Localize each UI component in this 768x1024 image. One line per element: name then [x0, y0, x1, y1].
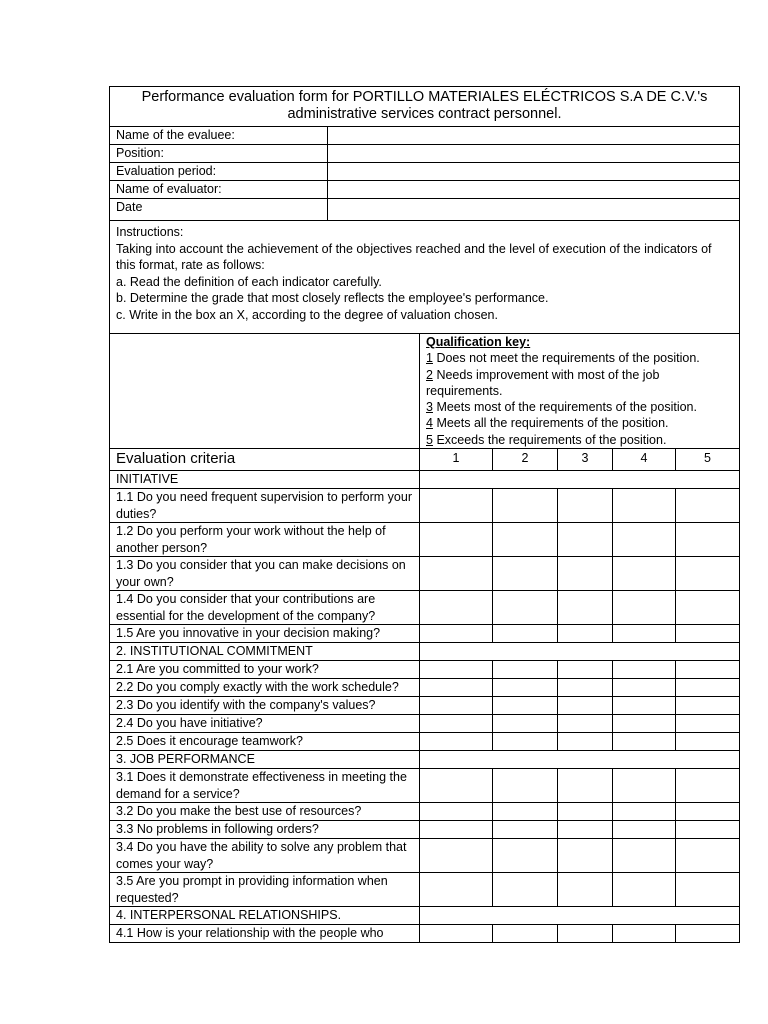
- criteria-question-row: [110, 523, 739, 557]
- instructions-block: [110, 221, 739, 334]
- rating-cell-2[interactable]: [493, 715, 558, 732]
- rating-cell-1[interactable]: [420, 679, 493, 696]
- qualification-key-title: Qualification key:: [426, 335, 531, 349]
- date-row: [110, 199, 739, 221]
- scale-header-2: 2: [493, 449, 558, 470]
- scale-header-5: 5: [704, 451, 711, 465]
- key-text-4: Meets all the requirements of the position.: [436, 416, 669, 431]
- qualification-key-item-5: [426, 432, 733, 448]
- criteria-question-row: [110, 821, 739, 839]
- evaluation-period-label: Evaluation period:: [110, 163, 328, 180]
- rating-cell-5[interactable]: [676, 591, 739, 624]
- rating-cell-1[interactable]: [420, 697, 493, 714]
- rating-cell-5[interactable]: [676, 839, 739, 872]
- qualification-key: [420, 334, 739, 448]
- rating-cell-1[interactable]: [420, 873, 493, 906]
- qualification-key-item-1: [426, 350, 733, 366]
- rating-cell-4[interactable]: [613, 821, 676, 838]
- scale-header-3: 3: [558, 449, 613, 470]
- criteria-question-row: [110, 873, 739, 907]
- rating-cell-3[interactable]: [558, 925, 613, 942]
- rating-cell-2[interactable]: [493, 733, 558, 750]
- criteria-question-row: [110, 489, 739, 523]
- evaluation-form: [109, 86, 740, 943]
- rating-cell-1[interactable]: [420, 803, 493, 820]
- rating-cell-3[interactable]: [558, 733, 613, 750]
- section-blank-cell: [420, 643, 739, 660]
- rating-cell-1[interactable]: [420, 661, 493, 678]
- rating-cell-5[interactable]: [676, 679, 739, 696]
- qualification-key-spacer: [110, 334, 420, 448]
- rating-cell-3[interactable]: [558, 625, 613, 642]
- evaluation-period-field[interactable]: [328, 163, 739, 180]
- rating-cell-2[interactable]: [493, 697, 558, 714]
- criteria-question-row: [110, 697, 739, 715]
- evaluator-name-label: Name of evaluator:: [110, 181, 328, 198]
- criteria-question-label: 3.1 Does it demonstrate effectiveness in meeting the demand for a service?: [110, 769, 420, 802]
- rating-cell-5[interactable]: [676, 557, 739, 590]
- rating-cell-4[interactable]: [613, 715, 676, 732]
- criteria-question-label: 1.1 Do you need frequent supervision to perform your duties?: [110, 489, 420, 522]
- rating-cell-5[interactable]: [676, 523, 739, 556]
- criteria-section-label: 4. INTERPERSONAL RELATIONSHIPS.: [110, 907, 420, 924]
- criteria-question-row: [110, 733, 739, 751]
- rating-cell-1[interactable]: [420, 839, 493, 872]
- rating-cell-3[interactable]: [558, 715, 613, 732]
- criteria-question-row: [110, 769, 739, 803]
- rating-cell-3[interactable]: [558, 873, 613, 906]
- evaluator-name-field[interactable]: [328, 181, 739, 198]
- instructions-step-b: b. Determine the grade that most closely reflects the employee's performance.: [116, 291, 549, 305]
- rating-cell-5[interactable]: [676, 661, 739, 678]
- rating-cell-1[interactable]: [420, 821, 493, 838]
- section-blank-cell: [420, 471, 739, 488]
- rating-cell-4[interactable]: [613, 591, 676, 624]
- rating-cell-3[interactable]: [558, 489, 613, 522]
- key-text-5: Exceeds the requirements of the position.: [436, 432, 667, 447]
- rating-cell-3[interactable]: [558, 821, 613, 838]
- criteria-question-label: 4.1 How is your relationship with the people who: [110, 925, 420, 942]
- criteria-question-row: [110, 715, 739, 733]
- date-field[interactable]: [328, 199, 739, 220]
- key-num-5: 5: [426, 432, 433, 447]
- criteria-question-row: [110, 661, 739, 679]
- rating-cell-2[interactable]: [493, 769, 558, 802]
- rating-cell-1[interactable]: [420, 625, 493, 642]
- key-num-4: 4: [426, 416, 433, 431]
- rating-cell-5[interactable]: [676, 925, 739, 942]
- rating-cell-1[interactable]: [420, 523, 493, 556]
- rating-cell-5[interactable]: [676, 769, 739, 802]
- key-num-2: 2: [426, 367, 433, 382]
- rating-cell-5[interactable]: [676, 715, 739, 732]
- scale-header-4: 4: [613, 449, 676, 470]
- criteria-question-row: [110, 591, 739, 625]
- instructions-step-c: c. Write in the box an X, according to the degree of valuation chosen.: [116, 307, 498, 322]
- criteria-question-label: 1.4 Do you consider that your contributions are essential for the development of the company?: [110, 591, 420, 624]
- rating-cell-4[interactable]: [613, 679, 676, 696]
- evaluator-name-row: [110, 181, 739, 199]
- rating-cell-2[interactable]: [493, 803, 558, 820]
- form-title: [110, 87, 739, 127]
- instructions-step-a: a. Read the definition of each indicator carefully.: [116, 274, 382, 289]
- rating-cell-4[interactable]: [613, 557, 676, 590]
- qualification-key-item-4: [426, 415, 733, 431]
- criteria-question-label: 2.1 Are you committed to your work?: [110, 661, 420, 678]
- rating-cell-2[interactable]: [493, 625, 558, 642]
- rating-cell-1[interactable]: [420, 769, 493, 802]
- rating-cell-5[interactable]: [676, 489, 739, 522]
- criteria-section-label: INITIATIVE: [110, 471, 420, 488]
- rating-cell-3[interactable]: [558, 839, 613, 872]
- qualification-key-block: [110, 334, 739, 449]
- criteria-question-label: 3.4 Do you have the ability to solve any problem that comes your way?: [110, 839, 420, 872]
- instructions-intro: Taking into account the achievement of the objectives reached and the level of execution of the indicators of this format, rate as follows:: [116, 241, 712, 272]
- scale-header-1: 1: [420, 449, 493, 470]
- qualification-key-item-3: [426, 399, 733, 415]
- criteria-question-label: 2.2 Do you comply exactly with the work schedule?: [110, 679, 420, 696]
- criteria-body: [110, 471, 739, 942]
- rating-cell-3[interactable]: [558, 769, 613, 802]
- criteria-section-label: 2. INSTITUTIONAL COMMITMENT: [110, 643, 420, 660]
- criteria-question-label: 3.3 No problems in following orders?: [110, 821, 420, 838]
- rating-cell-1[interactable]: [420, 715, 493, 732]
- criteria-section-row: [110, 907, 739, 925]
- criteria-section-label: 3. JOB PERFORMANCE: [110, 751, 420, 768]
- criteria-question-row: [110, 625, 739, 643]
- rating-cell-5[interactable]: [676, 733, 739, 750]
- rating-cell-5[interactable]: [676, 625, 739, 642]
- key-num-3: 3: [426, 400, 433, 415]
- rating-cell-1[interactable]: [420, 591, 493, 624]
- rating-cell-2[interactable]: [493, 523, 558, 556]
- criteria-question-label: 2.5 Does it encourage teamwork?: [110, 733, 420, 750]
- rating-cell-5[interactable]: [676, 803, 739, 820]
- criteria-question-label: 1.5 Are you innovative in your decision making?: [110, 625, 420, 642]
- criteria-header-row: [110, 449, 739, 471]
- rating-cell-1[interactable]: [420, 733, 493, 750]
- criteria-section-row: [110, 471, 739, 489]
- rating-cell-2[interactable]: [493, 489, 558, 522]
- rating-cell-4[interactable]: [613, 839, 676, 872]
- evaluee-name-label: Name of the evaluee:: [110, 127, 328, 144]
- key-text-1: Does not meet the requirements of the position.: [436, 351, 700, 366]
- rating-cell-5[interactable]: [676, 821, 739, 838]
- qualification-key-item-2: [426, 367, 733, 400]
- rating-cell-4[interactable]: [613, 873, 676, 906]
- criteria-question-label: 3.2 Do you make the best use of resources?: [110, 803, 420, 820]
- evaluee-name-row: [110, 127, 739, 145]
- instructions-heading: Instructions:: [116, 225, 184, 239]
- rating-cell-2[interactable]: [493, 925, 558, 942]
- criteria-question-label: 3.5 Are you prompt in providing information when requested?: [110, 873, 420, 906]
- criteria-header: Evaluation criteria: [110, 449, 420, 470]
- rating-cell-5[interactable]: [676, 873, 739, 906]
- rating-cell-4[interactable]: [613, 489, 676, 522]
- evaluee-name-field[interactable]: [328, 127, 739, 144]
- rating-cell-4[interactable]: [613, 661, 676, 678]
- rating-cell-4[interactable]: [613, 625, 676, 642]
- criteria-question-label: 2.3 Do you identify with the company's values?: [110, 697, 420, 714]
- criteria-question-row: [110, 839, 739, 873]
- rating-cell-2[interactable]: [493, 557, 558, 590]
- rating-cell-4[interactable]: [613, 523, 676, 556]
- rating-cell-4[interactable]: [613, 803, 676, 820]
- form-title-line2: administrative services contract personnel.: [287, 106, 562, 122]
- rating-cell-2[interactable]: [493, 839, 558, 872]
- criteria-question-row: [110, 803, 739, 821]
- position-label: Position:: [110, 145, 328, 162]
- criteria-question-row: [110, 679, 739, 697]
- rating-cell-2[interactable]: [493, 679, 558, 696]
- key-text-2: Needs improvement with most of the job requirements.: [426, 367, 660, 398]
- rating-cell-4[interactable]: [613, 769, 676, 802]
- date-label: Date: [110, 199, 328, 220]
- rating-cell-2[interactable]: [493, 591, 558, 624]
- criteria-question-row: [110, 557, 739, 591]
- position-field[interactable]: [328, 145, 739, 162]
- rating-cell-4[interactable]: [613, 697, 676, 714]
- rating-cell-1[interactable]: [420, 557, 493, 590]
- rating-cell-4[interactable]: [613, 733, 676, 750]
- criteria-question-label: 1.2 Do you perform your work without the help of another person?: [110, 523, 420, 556]
- section-blank-cell: [420, 907, 739, 924]
- rating-cell-3[interactable]: [558, 523, 613, 556]
- rating-cell-3[interactable]: [558, 661, 613, 678]
- form-title-line1: Performance evaluation form for PORTILLO MATERIALES ELÉCTRICOS S.A DE C.V.'s: [141, 89, 708, 105]
- criteria-question-label: 1.3 Do you consider that you can make decisions on your own?: [110, 557, 420, 590]
- rating-cell-4[interactable]: [613, 925, 676, 942]
- rating-cell-3[interactable]: [558, 697, 613, 714]
- position-row: [110, 145, 739, 163]
- key-num-1: 1: [426, 351, 433, 366]
- criteria-section-row: [110, 751, 739, 769]
- rating-cell-2[interactable]: [493, 821, 558, 838]
- evaluation-period-row: [110, 163, 739, 181]
- key-text-3: Meets most of the requirements of the position.: [436, 400, 697, 415]
- rating-cell-3[interactable]: [558, 679, 613, 696]
- rating-cell-1[interactable]: [420, 925, 493, 942]
- rating-cell-3[interactable]: [558, 591, 613, 624]
- rating-cell-3[interactable]: [558, 557, 613, 590]
- rating-cell-1[interactable]: [420, 489, 493, 522]
- criteria-section-row: [110, 643, 739, 661]
- rating-cell-2[interactable]: [493, 873, 558, 906]
- criteria-question-row: [110, 925, 739, 942]
- rating-cell-5[interactable]: [676, 697, 739, 714]
- rating-cell-2[interactable]: [493, 661, 558, 678]
- section-blank-cell: [420, 751, 739, 768]
- rating-cell-3[interactable]: [558, 803, 613, 820]
- criteria-question-label: 2.4 Do you have initiative?: [110, 715, 420, 732]
